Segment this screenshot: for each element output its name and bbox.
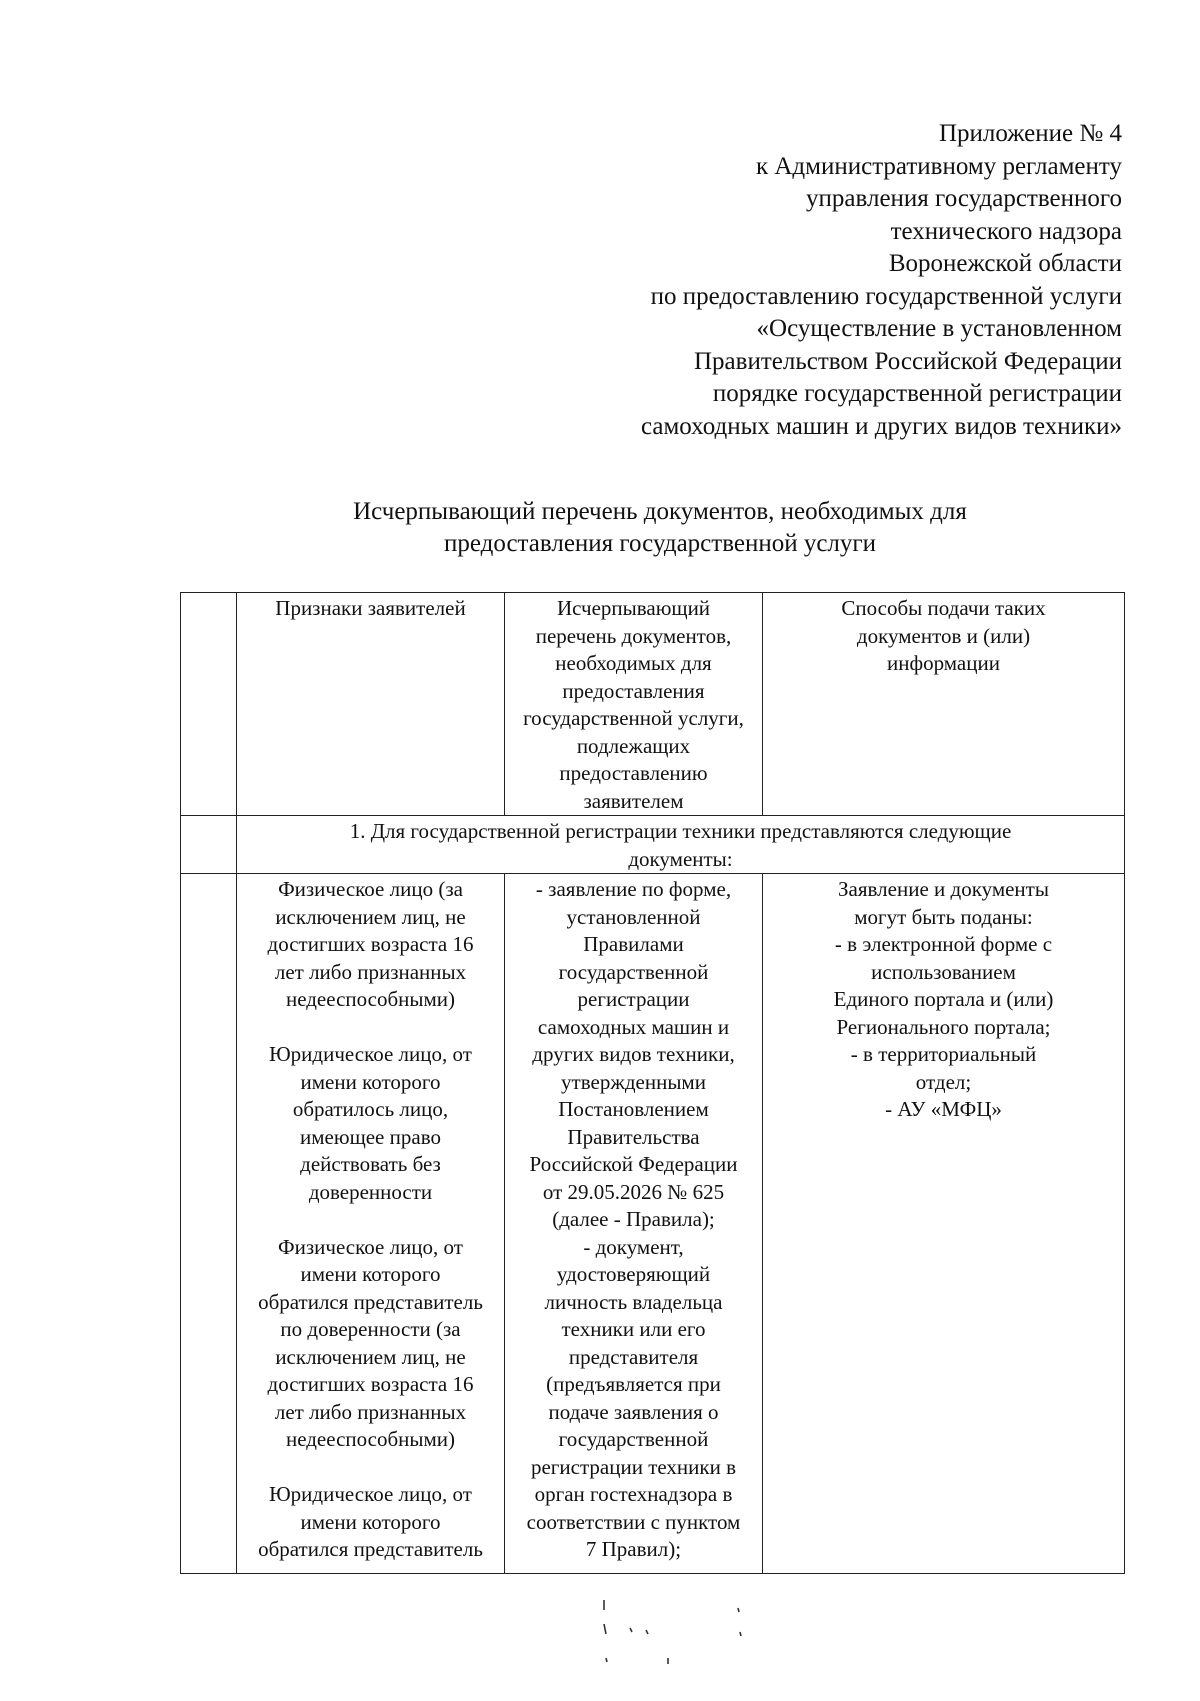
applicant-line: Юридическое лицо, от	[269, 1042, 472, 1066]
scan-artifact-marks	[590, 1598, 750, 1698]
applicant-criteria-cell	[237, 874, 505, 1574]
applicant-line: имени которого	[300, 1262, 441, 1286]
applicant-line: Физическое лицо (за	[278, 877, 463, 901]
document-line: подаче заявления о	[548, 1399, 719, 1424]
row-number-cell	[181, 874, 237, 1574]
applicant-line: недееспособными)	[285, 1427, 456, 1451]
applicant-group-gap	[243, 1454, 498, 1482]
document-line: от 29.05.2026 № 625	[542, 1179, 725, 1204]
documents-table	[180, 592, 1125, 1574]
document-line: личность владельца	[544, 1289, 723, 1314]
document-line: техники или его	[561, 1317, 706, 1341]
appendix-line: Приложение № 4	[938, 120, 1122, 147]
header-line: государственной услуги,	[523, 706, 744, 730]
header-line: информации	[887, 651, 1000, 675]
number-header-cell	[181, 593, 237, 816]
documents-list-header	[505, 593, 763, 816]
method-line: Заявление и документы	[838, 877, 1049, 901]
document-line: представителя	[568, 1344, 699, 1369]
document-line: - заявление по форме,	[535, 877, 732, 901]
document-line: орган гостехнадзора в	[534, 1482, 733, 1506]
header-line: заявителем	[583, 788, 684, 813]
document-line: 7 Правил);	[585, 1537, 682, 1561]
document-line: установленной	[566, 904, 701, 929]
document-line: Постановлением	[558, 1097, 709, 1121]
appendix-header	[402, 118, 1122, 443]
document-line: самоходных машин и	[537, 1014, 730, 1039]
method-line: Регионального портала;	[836, 1014, 1051, 1039]
header-line: документов и (или)	[856, 623, 1031, 648]
header-line: Исчерпывающий	[556, 596, 711, 620]
document-line: (далее - Правила);	[552, 1207, 715, 1231]
document-line: государственной	[558, 959, 709, 984]
applicant-line: Юридическое лицо, от	[269, 1482, 472, 1506]
method-line: отдел;	[915, 1069, 972, 1094]
appendix-line: по предоставлению государственной услуги	[650, 282, 1122, 310]
applicant-line: исключением лиц, не	[275, 1344, 466, 1369]
applicant-group-gap	[243, 1206, 498, 1234]
header-line: подлежащих	[576, 733, 691, 758]
header-line: предоставления	[562, 678, 705, 703]
appendix-line: Воронежской области	[888, 250, 1122, 277]
document-line: соответствии с пунктом	[526, 1509, 741, 1534]
table-row	[181, 874, 1125, 1574]
method-line: Единого портала и (или)	[833, 987, 1054, 1011]
applicant-line: обратился представитель	[258, 1289, 483, 1314]
section-row	[181, 816, 1125, 874]
method-line: - в территориальный	[850, 1042, 1037, 1066]
document-line: Российской Федерации	[529, 1152, 738, 1176]
applicant-line: исключением лиц, не	[275, 904, 466, 929]
document-line: Правилами	[583, 932, 684, 956]
applicant-line: имеющее право	[300, 1124, 441, 1149]
section-heading	[237, 816, 1125, 874]
section-line: документы:	[628, 846, 733, 871]
section-number-cell	[181, 816, 237, 874]
document-line: - документ,	[583, 1234, 684, 1259]
document-line: (предъявляется при	[546, 1372, 721, 1396]
method-line: могут быть поданы:	[854, 904, 1033, 929]
appendix-line: к Административному регламенту	[755, 152, 1122, 180]
applicant-line: Физическое лицо, от	[278, 1234, 463, 1259]
method-line: использованием	[871, 959, 1016, 984]
document-line: других видов техники,	[532, 1042, 735, 1066]
method-line: - АУ «МФЦ»	[885, 1097, 1002, 1121]
applicant-group-gap	[243, 1014, 498, 1042]
appendix-line: технического надзора	[890, 217, 1122, 245]
document-title	[280, 496, 1040, 560]
document-line: удостоверяющий	[556, 1262, 711, 1286]
header-line: Признаки заявителей	[275, 596, 466, 620]
document-line: государственной	[558, 1427, 709, 1451]
appendix-line: порядке государственной регистрации	[712, 380, 1122, 407]
document-line: регистрации	[577, 987, 690, 1011]
submission-methods-cell	[763, 874, 1125, 1574]
applicant-line: недееспособными)	[285, 987, 456, 1011]
document-line: регистрации техники в	[530, 1454, 737, 1479]
applicant-criteria-header	[237, 593, 505, 816]
applicant-line: лет либо признанных	[274, 1399, 467, 1424]
applicant-line: достигших возраста 16	[267, 1372, 474, 1396]
header-line: необходимых для	[555, 651, 712, 675]
submission-methods-header	[763, 593, 1125, 816]
appendix-line: управления государственного	[806, 185, 1122, 212]
appendix-line: самоходных машин и других видов техники»	[640, 412, 1122, 440]
header-line: Способы подачи таких	[841, 596, 1046, 620]
applicant-line: доверенности	[308, 1179, 433, 1204]
applicant-line: лет либо признанных	[274, 959, 467, 984]
header-line: перечень документов,	[535, 623, 732, 648]
title-line: Исчерпывающий перечень документов, необходимых для	[353, 498, 967, 525]
section-line: 1. Для государственной регистрации техники представляются следующие	[349, 819, 1012, 843]
appendix-line: «Осуществление в установленном	[756, 315, 1122, 342]
title-line: предоставления государственной услуги	[443, 530, 877, 557]
method-line: - в электронной форме с	[834, 932, 1053, 956]
applicant-line: имени которого	[300, 1509, 441, 1534]
document-line: Правительства	[567, 1124, 700, 1149]
applicant-line: достигших возраста 16	[267, 932, 474, 956]
applicant-line: имени которого	[300, 1069, 441, 1094]
header-line: предоставлению	[559, 761, 708, 785]
applicant-line: по доверенности (за	[280, 1317, 461, 1341]
document-line: утвержденными	[561, 1069, 706, 1094]
documents-list-cell	[505, 874, 763, 1574]
applicant-line: действовать без	[300, 1152, 441, 1176]
applicant-line: обратилось лицо,	[292, 1097, 449, 1121]
applicant-line: обратился представитель	[258, 1537, 483, 1561]
appendix-line: Правительством Российской Федерации	[693, 347, 1122, 375]
table-header-row	[181, 593, 1125, 816]
